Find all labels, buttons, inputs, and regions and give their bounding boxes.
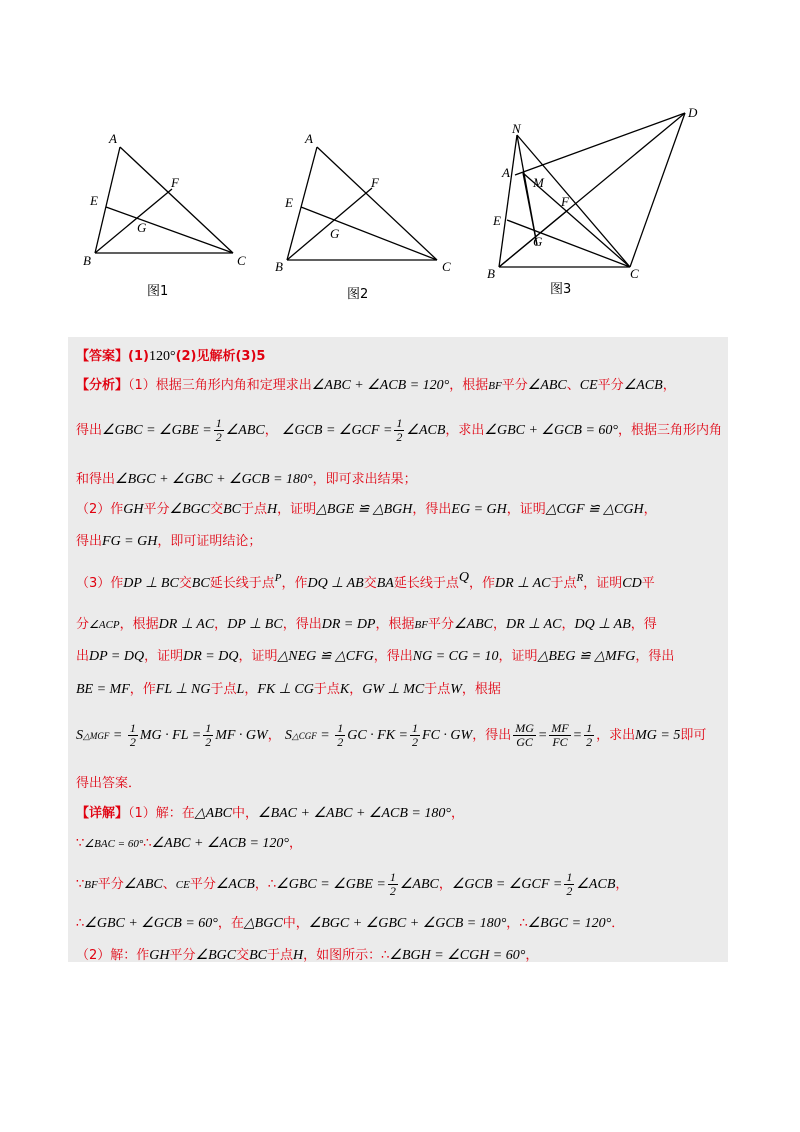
detail-line-1	[76, 802, 464, 822]
text-fragment: ，证明	[277, 502, 317, 517]
text-fragment	[394, 417, 404, 444]
math-expression: CD	[622, 576, 642, 591]
text-fragment: 2	[586, 735, 593, 749]
text-fragment: ，	[289, 836, 303, 851]
text-fragment: 延长线于点	[209, 576, 275, 591]
text-fragment: ，	[525, 948, 539, 963]
text-fragment: 交	[178, 576, 192, 591]
math-expression: H	[293, 948, 304, 963]
text-fragment: 交	[236, 948, 250, 963]
math-expression: BF	[414, 619, 428, 631]
math-expression: ∠ABC	[453, 617, 493, 632]
text-fragment: 交	[210, 502, 224, 517]
math-expression: MG · FL =	[139, 728, 202, 743]
text-fragment: GC	[516, 735, 533, 749]
triangle-diagram-3	[485, 95, 715, 310]
math-expression: =	[316, 728, 334, 743]
text-fragment: ，	[264, 423, 278, 438]
label-g: G	[330, 226, 340, 241]
text-fragment: （2）作	[76, 502, 124, 517]
math-expression: P	[274, 572, 282, 584]
math-expression: DR = DP	[321, 617, 376, 632]
math-expression: DQ ⊥ AB	[307, 576, 364, 591]
label-d: D	[688, 105, 698, 120]
math-expression: NG = CG = 10	[412, 649, 499, 664]
text-fragment: 和得出	[76, 472, 116, 487]
math-expression: BF	[84, 879, 98, 891]
text-fragment: 1	[205, 721, 212, 735]
math-expression: ∠BAC = 60°	[84, 838, 144, 850]
math-expression: FC · GW	[422, 728, 473, 743]
math-expression: △CGF	[291, 731, 317, 741]
label-b: B	[275, 259, 283, 274]
math-expression: ∠GCB = ∠GCF =	[281, 423, 393, 438]
math-expression: ∠ACB	[215, 877, 255, 892]
label-f: F	[371, 175, 379, 190]
analysis-line-3	[76, 468, 417, 488]
text-fragment: 中，	[282, 916, 309, 931]
text-fragment: 、	[566, 378, 580, 393]
text-fragment: ，即可证明结论；	[157, 534, 262, 549]
math-expression: ∠ACB	[406, 423, 446, 438]
text-fragment: 2	[205, 735, 212, 749]
text-fragment: ，	[244, 682, 258, 697]
text-fragment: ，在	[217, 916, 244, 931]
analysis-line-4	[76, 498, 657, 518]
text-fragment: ，求出	[596, 728, 636, 743]
text-fragment: 2	[389, 884, 396, 898]
text-fragment: 于点	[424, 682, 451, 697]
text-fragment	[128, 722, 138, 749]
math-expression: Q	[458, 570, 469, 585]
text-fragment: ，得出	[373, 649, 413, 664]
math-expression: DQ ⊥ AB	[574, 617, 631, 632]
text-fragment: 平分	[501, 378, 528, 393]
text-fragment: 平	[641, 576, 655, 591]
text-fragment: 分	[76, 617, 90, 632]
text-fragment: 交	[363, 576, 377, 591]
math-expression: K	[339, 682, 350, 697]
text-fragment: 平分	[143, 502, 170, 517]
math-expression: H	[267, 502, 278, 517]
text-fragment: ，	[438, 877, 452, 892]
math-expression: =	[537, 728, 548, 743]
text-fragment	[410, 722, 420, 749]
math-expression: FK ⊥ CG	[257, 682, 314, 697]
math-expression: ∠BGC = 120°	[527, 916, 612, 931]
text-fragment	[388, 871, 398, 898]
text-fragment: ，如图所示：∴	[303, 948, 390, 963]
math-expression: DR ⊥ AC	[495, 576, 551, 591]
text-fragment: (2)见解析(3)5	[175, 349, 266, 364]
analysis-tag: 【分析】	[76, 378, 129, 393]
text-fragment: 出	[76, 649, 90, 664]
math-expression: MF · GW	[215, 728, 268, 743]
math-expression: =	[109, 728, 126, 743]
text-fragment: ，即可求出结果；	[312, 472, 417, 487]
math-expression: GC · FK =	[347, 728, 409, 743]
text-fragment: ，	[267, 728, 281, 743]
text-fragment: ，根据	[119, 617, 159, 632]
text-fragment: ，根据	[461, 682, 501, 697]
math-expression: EG = GH	[451, 502, 507, 517]
detail-tag: 【详解】	[76, 806, 129, 821]
analysis-line-10	[76, 722, 706, 749]
text-fragment	[584, 722, 594, 749]
text-fragment: 平分	[189, 877, 216, 892]
text-fragment: ∴	[143, 836, 152, 851]
text-fragment: 1	[129, 721, 136, 735]
text-fragment: ，得	[630, 617, 657, 632]
text-fragment: ，	[561, 617, 575, 632]
figure-caption: 图1	[147, 284, 169, 299]
text-fragment: 2	[412, 735, 419, 749]
label-b: B	[487, 266, 495, 281]
math-expression: △CGF ≌ △CGH	[545, 502, 644, 517]
figure-caption: 图3	[550, 282, 572, 297]
detail-line-2	[76, 832, 302, 852]
label-a: A	[109, 131, 117, 146]
text-fragment: ，得出	[635, 649, 675, 664]
text-fragment: ，根据	[449, 378, 489, 393]
detail-line-4	[76, 912, 624, 932]
analysis-line-9	[76, 678, 501, 698]
text-fragment: 2	[129, 735, 136, 749]
text-fragment	[214, 417, 224, 444]
label-f: F	[171, 175, 179, 190]
text-fragment: ，证明	[144, 649, 184, 664]
label-g: G	[137, 220, 147, 235]
math-expression: =	[572, 728, 583, 743]
analysis-line-8	[76, 645, 674, 665]
text-fragment: ，	[662, 378, 676, 393]
math-expression: ∠GBC = ∠GBE =	[102, 423, 212, 438]
label-b: B	[83, 253, 91, 268]
text-fragment: 于点	[210, 682, 237, 697]
text-fragment: 即可	[680, 728, 707, 743]
math-expression: ∠ACB	[576, 877, 616, 892]
math-expression: ∠ABC + ∠ACB = 120°	[311, 378, 450, 393]
text-fragment: MG	[515, 721, 534, 735]
text-fragment: 平分	[169, 948, 196, 963]
text-fragment: 2	[396, 430, 403, 444]
figure-1	[75, 95, 275, 314]
label-e: E	[90, 193, 98, 208]
math-expression: ∠ACP	[89, 619, 120, 631]
math-expression: GH	[123, 502, 144, 517]
math-expression: △ABC	[194, 806, 233, 821]
answer-tag: 【答案】	[76, 349, 129, 364]
text-fragment: ，	[492, 617, 506, 632]
figure-3	[485, 95, 715, 314]
text-fragment	[549, 722, 570, 749]
text-fragment: ，作	[129, 682, 156, 697]
text-fragment: ，得出	[472, 728, 512, 743]
text-fragment: ，作	[469, 576, 496, 591]
text-fragment: ，证明	[506, 502, 546, 517]
text-fragment: 1	[412, 721, 419, 735]
math-expression: BC	[191, 576, 210, 591]
math-expression: ∠BGC	[169, 502, 211, 517]
math-expression: FL ⊥ NG	[155, 682, 211, 697]
text-fragment: ，证明	[583, 576, 623, 591]
analysis-line-2	[76, 417, 722, 444]
analysis-line-5	[76, 530, 261, 550]
text-fragment: (1)	[128, 349, 149, 364]
triangle-diagram-2	[272, 95, 472, 310]
text-fragment	[564, 871, 574, 898]
math-expression: △NEG ≌ △CFG	[277, 649, 374, 664]
text-fragment: ，	[506, 916, 520, 931]
text-fragment: 得出	[76, 534, 103, 549]
text-fragment: （3）作	[76, 576, 124, 591]
text-fragment: ∵	[76, 877, 85, 892]
math-expression: CE	[579, 378, 598, 393]
math-expression: ∠ABC	[225, 423, 265, 438]
text-fragment: 得出答案．	[76, 776, 142, 791]
text-fragment: ，	[214, 617, 228, 632]
label-c: C	[630, 266, 639, 281]
math-expression: S	[284, 728, 292, 743]
math-expression: BA	[376, 576, 394, 591]
text-fragment: ，作	[281, 576, 308, 591]
text-fragment: 平分	[427, 617, 454, 632]
detail-line-5	[76, 944, 538, 964]
text-fragment: 2	[566, 884, 573, 898]
math-expression: DR = DQ	[183, 649, 239, 664]
math-expression: △BGE ≌ △BGH	[316, 502, 413, 517]
text-fragment: 1	[396, 416, 403, 430]
answer-line	[76, 345, 265, 365]
text-fragment: 1	[337, 721, 344, 735]
math-expression: BC	[223, 502, 241, 517]
math-expression: L	[236, 682, 245, 697]
math-expression: ∠GBC + ∠GCB = 60°	[484, 423, 619, 438]
text-fragment: 于点	[550, 576, 577, 591]
text-fragment: 中，	[232, 806, 259, 821]
math-expression: GH	[149, 948, 170, 963]
math-expression: ∠BGH = ∠CGH = 60°	[389, 948, 526, 963]
math-expression: ∠GBC = ∠GBE =	[276, 877, 386, 892]
text-fragment: 、	[162, 877, 176, 892]
triangle-diagram-1	[75, 95, 275, 310]
text-fragment: 2	[337, 735, 344, 749]
math-expression: ∠BGC	[195, 948, 237, 963]
math-expression: BE = MF	[76, 682, 130, 697]
analysis-line-1	[76, 374, 676, 394]
math-expression: ∠ACB	[623, 378, 663, 393]
label-e: E	[493, 213, 501, 228]
text-fragment: 平分	[597, 378, 624, 393]
text-fragment: 1	[389, 870, 396, 884]
text-fragment: ，	[615, 877, 629, 892]
label-a: A	[305, 131, 313, 146]
math-expression: W	[450, 682, 462, 697]
text-fragment: FC	[552, 735, 568, 749]
math-expression: △BEG ≌ △MFG	[537, 649, 636, 664]
figure-caption: 图2	[347, 287, 369, 302]
text-fragment: ∴	[519, 916, 528, 931]
math-expression: ∠GBC + ∠GCB = 60°	[84, 916, 218, 931]
text-fragment: 于点	[313, 682, 340, 697]
label-a: A	[502, 165, 510, 180]
math-expression: BF	[488, 380, 502, 392]
text-fragment	[203, 722, 213, 749]
text-fragment: ，根据	[375, 617, 415, 632]
text-fragment: ，	[254, 877, 268, 892]
text-fragment: 1	[215, 416, 222, 430]
math-expression: ∠ABC + ∠ACB = 120°	[151, 836, 290, 851]
analysis-line-7	[76, 613, 657, 633]
label-n: N	[512, 121, 521, 136]
math-expression: DR ⊥ AC	[505, 617, 562, 632]
text-fragment: 得出	[76, 423, 103, 438]
math-expression: ∠ABC	[123, 877, 163, 892]
math-expression: 120°	[148, 349, 176, 364]
text-fragment: （1）解：在	[128, 806, 195, 821]
math-expression: CE	[175, 879, 190, 891]
math-expression: △MGF	[83, 731, 110, 741]
math-expression: DR ⊥ AC	[158, 617, 215, 632]
text-fragment: ，	[643, 502, 657, 517]
label-m: M	[533, 175, 544, 190]
math-expression: DP ⊥ BC	[227, 617, 283, 632]
math-expression: ∠ABC	[399, 877, 439, 892]
math-expression: ∠BGC + ∠GBC + ∠GCB = 180°	[115, 472, 313, 487]
text-fragment: ，根据三角形内角	[618, 423, 723, 438]
text-fragment: ，证明	[238, 649, 278, 664]
text-fragment: ．	[611, 916, 625, 931]
text-fragment: ∴	[76, 916, 85, 931]
math-expression: DP = DQ	[89, 649, 145, 664]
figure-2	[272, 95, 472, 314]
math-expression: GW ⊥ MC	[362, 682, 425, 697]
math-expression: MG = 5	[635, 728, 681, 743]
analysis-line-11	[76, 772, 141, 791]
label-c: C	[237, 253, 246, 268]
text-fragment	[513, 722, 536, 749]
math-expression: BC	[249, 948, 267, 963]
text-fragment: 1	[566, 870, 573, 884]
math-expression: ∠GCB = ∠GCF =	[451, 877, 563, 892]
text-fragment: ，得出	[282, 617, 322, 632]
math-expression: △BGC	[243, 916, 283, 931]
text-fragment: 1	[586, 721, 593, 735]
text-fragment: ，证明	[498, 649, 538, 664]
text-fragment: ∵	[76, 836, 85, 851]
text-fragment: 平分	[97, 877, 124, 892]
text-fragment: 2	[215, 430, 222, 444]
label-g: G	[533, 234, 543, 249]
math-expression: ∠BGC + ∠GBC + ∠GCB = 180°	[308, 916, 507, 931]
text-fragment: ，求出	[445, 423, 485, 438]
math-expression: ∠BAC + ∠ABC + ∠ACB = 180°	[258, 806, 451, 821]
text-fragment: ，	[450, 806, 464, 821]
math-expression: DP ⊥ BC	[123, 576, 179, 591]
math-expression: ∠ABC	[527, 378, 567, 393]
label-e: E	[285, 195, 293, 210]
detail-line-3	[76, 871, 628, 898]
text-fragment: MF	[551, 721, 569, 735]
math-expression: S	[76, 728, 83, 743]
text-fragment: 于点	[267, 948, 294, 963]
text-fragment: ，	[349, 682, 363, 697]
text-fragment: （1）根据三角形内角和定理求出	[128, 378, 312, 393]
label-c: C	[442, 259, 451, 274]
text-fragment: ，得出	[412, 502, 452, 517]
math-expression: R	[576, 572, 584, 584]
text-fragment: 延长线于点	[393, 576, 459, 591]
text-fragment: （2）解：作	[76, 948, 150, 963]
analysis-line-6	[76, 570, 655, 592]
text-fragment: 于点	[241, 502, 268, 517]
text-fragment	[335, 722, 345, 749]
math-expression: FG = GH	[102, 534, 158, 549]
label-f: F	[561, 194, 569, 209]
text-fragment: ∴	[267, 877, 277, 892]
